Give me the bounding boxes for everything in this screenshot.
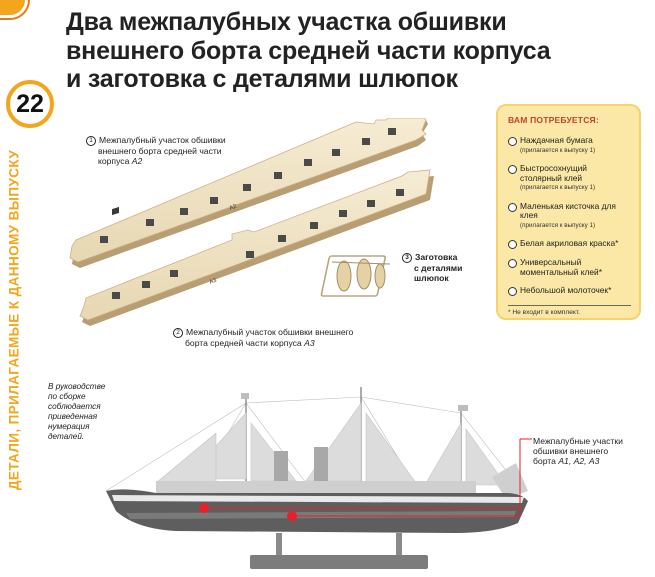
title-line-3: и заготовка с деталями шлюпок (66, 65, 458, 93)
requirements-footnote: * Не входит в комплект. (508, 309, 580, 316)
requirements-box (496, 104, 641, 320)
ship-callout-line: борта (533, 456, 559, 467)
bullet-circle-icon (508, 137, 517, 146)
part-2-label (173, 327, 353, 348)
part-2-line-1: Межпалубный участок обшивки внешнего (186, 327, 354, 337)
requirement-item (508, 136, 631, 155)
requirement-item (508, 239, 631, 249)
porthole (100, 236, 108, 243)
requirement-text: Наждачная бумага (520, 135, 593, 145)
requirement-item (508, 202, 631, 231)
title-line-2: внешнего борта средней части корпуса (66, 36, 551, 65)
part-3-line-3: шлюпок (414, 273, 449, 284)
bullet-circle-icon (508, 259, 517, 268)
part-1-number: 1 (86, 136, 96, 146)
manual-note-line: нумерация (48, 422, 90, 431)
part-3-number: 3 (402, 253, 412, 263)
requirement-sub: (прилагается к выпуску 1) (520, 184, 596, 191)
page-title (66, 8, 651, 94)
title-line-1: Два межпалубных участка обшивки (66, 8, 507, 36)
requirement-sub: (прилагается к выпуску 1) (520, 221, 596, 229)
bullet-circle-icon (508, 240, 517, 249)
requirement-text: Белая акриловая краска* (520, 238, 619, 248)
ship-callout-line: обшивки внешнего (533, 446, 609, 457)
part-3-line-1: Заготовка (415, 252, 458, 262)
part-1-line-2: внешнего борта средней части (98, 146, 222, 156)
part-1-code: А2 (131, 156, 143, 167)
requirement-text: Быстросохнущий столярный клей (520, 163, 587, 183)
requirement-item (508, 286, 631, 296)
panel-mark-a3: А3 (208, 277, 218, 286)
marker-dot (287, 511, 297, 521)
ship-callout-line: Межпалубные участки (533, 436, 623, 446)
part-1-label (86, 135, 226, 166)
bullet-circle-icon (508, 287, 517, 296)
part-2-number: 2 (173, 328, 183, 338)
requirement-text: Маленькая кисточка для клея (520, 200, 616, 220)
side-label (4, 134, 24, 506)
ship-callout (533, 436, 623, 467)
boats-sprue (321, 256, 390, 296)
ship-model-illustration (96, 383, 536, 577)
requirement-item (508, 258, 631, 277)
requirement-text: Универсальный моментальный клей* (520, 257, 602, 277)
manual-note-line: соблюдается (48, 402, 101, 411)
manual-note-line: деталей. (48, 432, 85, 441)
requirements-divider (508, 305, 631, 306)
part-1-line-3: корпуса (98, 156, 132, 167)
manual-note-line: по сборке (48, 392, 86, 401)
part-1-line-1: Межпалубный участок обшивки (99, 135, 226, 145)
manual-note-line: приведенная (48, 412, 98, 421)
bullet-circle-icon (508, 203, 517, 212)
issue-number-badge (6, 80, 54, 128)
marker-dot (199, 503, 209, 513)
ship-callout-codes: А1, А2, А3 (558, 456, 600, 467)
part-2-code: А3 (304, 338, 315, 348)
issue-number: 22 (16, 89, 44, 118)
part-3-label (402, 252, 462, 283)
part-2-line-2: борта средней части корпуса (185, 338, 305, 348)
brand-logo (0, 0, 28, 18)
requirement-sub: (прилагается к выпуску 1) (520, 146, 596, 154)
requirement-item (508, 164, 631, 193)
requirement-text: Небольшой молоточек* (520, 285, 612, 295)
bullet-circle-icon (508, 165, 517, 174)
requirements-title: ВАМ ПОТРЕБУЕТСЯ: (508, 115, 599, 125)
panel-mark-a2: А2 (228, 203, 238, 212)
side-label-text: ДЕТАЛИ, ПРИЛАГАЕМЫЕ К ДАННОМУ ВЫПУСКУ (6, 149, 22, 491)
manual-note-line: В руководстве (48, 382, 106, 391)
part-3-line-2: с деталями (414, 263, 463, 273)
